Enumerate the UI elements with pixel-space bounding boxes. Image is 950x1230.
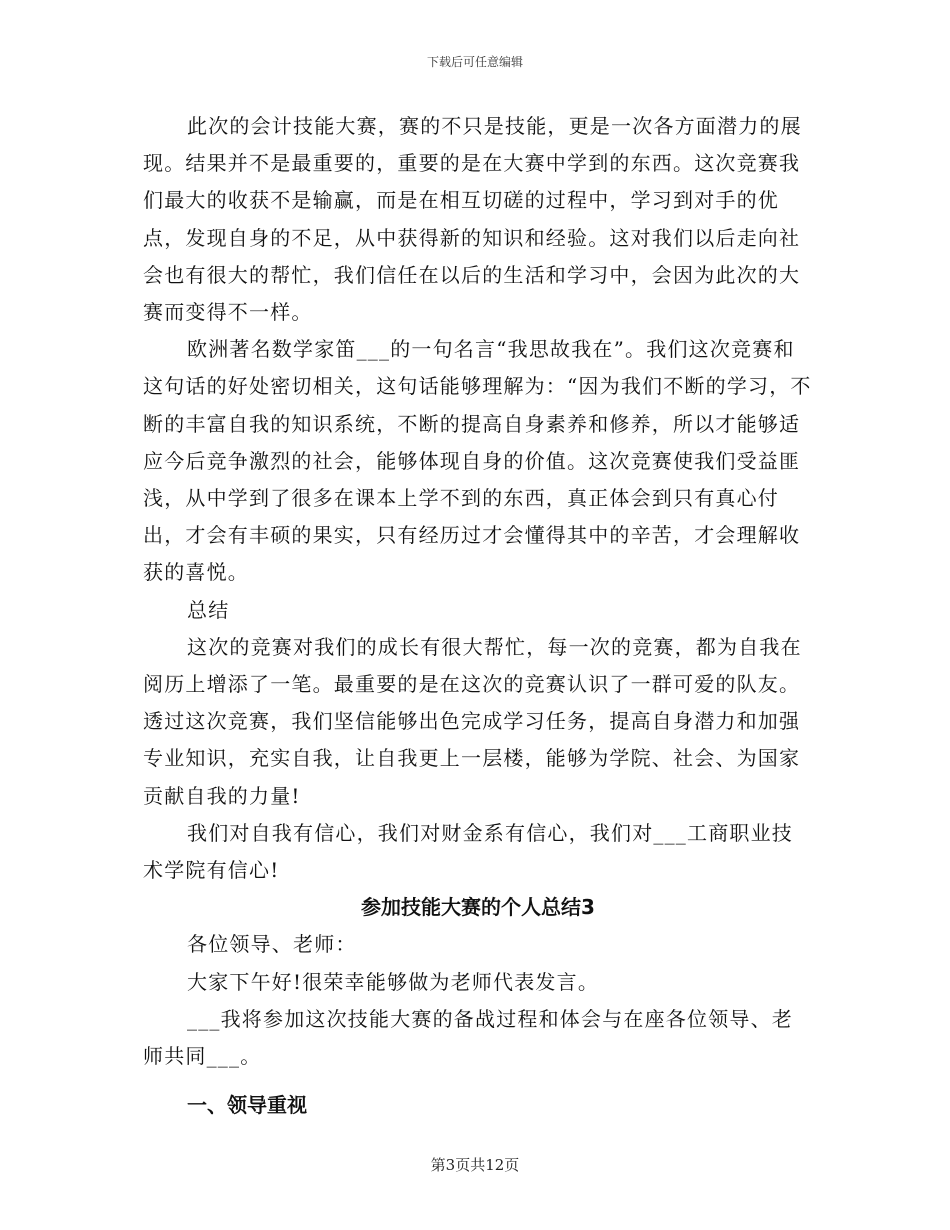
paragraph: 欧洲著名数学家笛___的一句名言“我思故我在”。我们这次竞赛和这句话的好处密切相关，这句话能够理解为：“因为我们不断的学习，不断的丰富自我的知识系统，不断的提高自身素养和修养，所以才能够适应今后竞争激烈的社会，能够体现自身的价值。这次竞赛使我们受益匪浅，从中学到了很多在课本上学不到的东西，真正体会到只有真心付出，才会有丰硕的果实，只有经历过才会懂得其中的辛苦，才会理解收获的喜悦。 bbox=[143, 337, 812, 585]
summary-heading: 总结 bbox=[187, 597, 230, 622]
salutation: 各位领导、老师： bbox=[187, 932, 357, 957]
header-note: 下载后可任意编辑 bbox=[426, 55, 523, 69]
section-title: 参加技能大赛的个人总结3 bbox=[361, 895, 595, 920]
paragraph: 此次的会计技能大赛，赛的不只是技能，更是一次各方面潜力的展现。结果并不是最重要的，重要的是在大赛中学到的东西。这次竞赛我们最大的收获不是输赢，而是在相互切磋的过程中，学习到对手的优点，发现自身的不足，从中获得新的知识和经验。这对我们以后走向社会也有很大的帮忙，我们信任在以后的生活和学习中，会因为此次的大赛而变得不一样。 bbox=[143, 114, 802, 325]
document-body bbox=[143, 108, 813, 1124]
paragraph: ___我将参加这次技能大赛的备战过程和体会与在座各位领导、老师共同___。 bbox=[143, 1006, 793, 1069]
subheading: 一、领导重视 bbox=[187, 1093, 307, 1118]
paragraph: 这次的竞赛对我们的成长有很大帮忙，每一次的竞赛，都为自我在阅历上增添了一笔。最重要的是在这次的竞赛认识了一群可爱的队友。透过这次竞赛，我们坚信能够出色完成学习任务，提高自身潜力和加强专业知识，充实自我，让自我更上一层楼，能够为学院、社会、为国家贡献自我的力量! bbox=[143, 634, 802, 808]
page-number: 第3页共12页 bbox=[430, 1156, 520, 1174]
paragraph: 我们对自我有信心，我们对财金系有信心，我们对___工商职业技术学院有信心! bbox=[143, 820, 793, 883]
paragraph: 大家下午好!很荣幸能够做为老师代表发言。 bbox=[187, 969, 600, 994]
